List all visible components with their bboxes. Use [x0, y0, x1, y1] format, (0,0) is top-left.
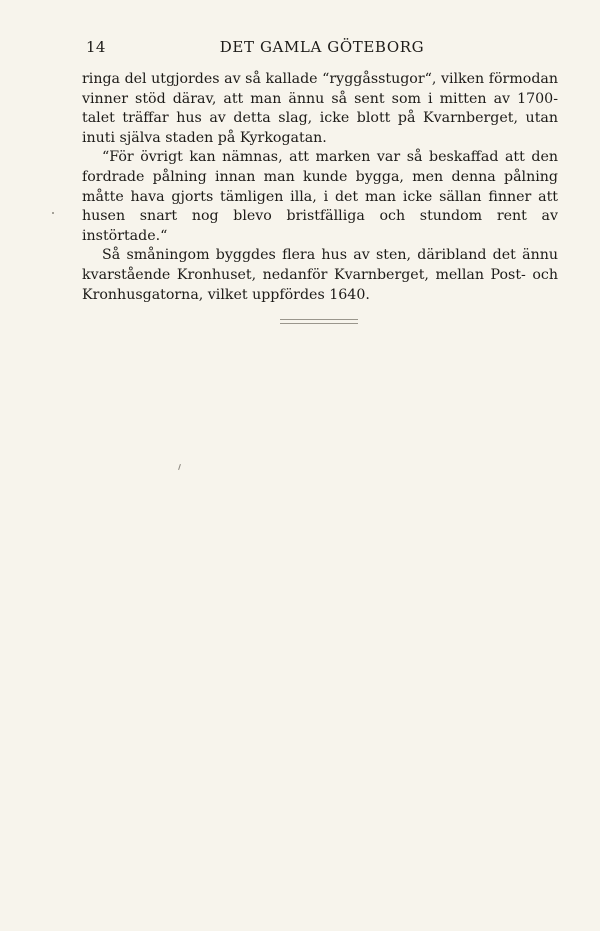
running-title: DET GAMLA GÖTEBORG — [219, 38, 425, 56]
rule-line-top — [280, 319, 358, 320]
paper-speck — [52, 212, 54, 214]
body-text — [82, 70, 558, 305]
paper-speck — [178, 464, 181, 470]
running-head — [86, 38, 558, 60]
paragraph-1: ringa del utgjordes av så kallade “ryggåsstugor“, vilken förmodan vinner stöd därav, att man ännu så sent som i mitten av 1700-talet träffar hus av detta slag, icke blott på Kvarnberget, utan inuti själva staden på Kyrkogatan. — [82, 71, 558, 146]
paragraph-2: “För övrigt kan nämnas, att marken var så beskaffad att den fordrade pålning innan man kunde bygga, men denna pålning måtte hava gjorts tämligen illa, i det man icke sällan finner att husen snart nog blevo bristfälliga och stundom rent av instörtade.“ — [82, 149, 558, 244]
rule-line-bottom — [280, 323, 358, 324]
page-number: 14 — [86, 38, 106, 56]
paragraph-3: Så småningom byggdes flera hus av sten, däribland det ännu kvarstående Kronhuset, nedanför Kvarnberget, mellan Post- och Kronhusgatorna, vilket uppfördes 1640. — [82, 247, 558, 303]
section-end-rule — [280, 319, 358, 325]
